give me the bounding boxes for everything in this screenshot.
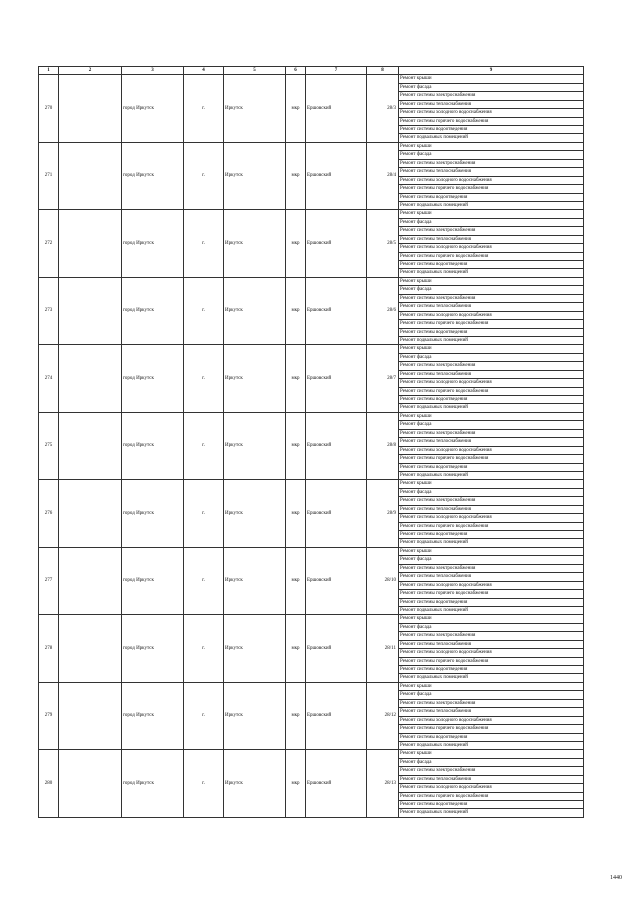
district-name-cell: Ершовский — [306, 547, 367, 615]
col-header-9: 9 — [399, 67, 584, 75]
work-type-cell: Ремонт системы теплоснабжения — [399, 640, 584, 648]
municipality-cell: город Иркутск — [122, 277, 184, 345]
work-type-cell: Ремонт системы холодного водоснабжения — [399, 446, 584, 454]
work-type-cell: Ремонт системы водоотведения — [399, 666, 584, 674]
table-row — [39, 615, 584, 623]
work-type-cell: Ремонт системы теплоснабжения — [399, 708, 584, 716]
work-type-cell: Ремонт системы водоотведения — [399, 328, 584, 336]
work-type-cell: Ремонт системы теплоснабжения — [399, 370, 584, 378]
settlement-name-cell: Иркутск — [224, 412, 286, 480]
work-type-cell: Ремонт крыши — [399, 480, 584, 488]
row-number-cell: 270 — [39, 75, 59, 143]
work-type-cell: Ремонт системы горячего водоснабжения — [399, 792, 584, 800]
work-type-cell: Ремонт крыши — [399, 547, 584, 555]
municipality-cell: город Иркутск — [122, 345, 184, 413]
table-row — [39, 345, 584, 353]
work-type-cell: Ремонт подвальных помещений — [399, 404, 584, 412]
row-number-cell: 271 — [39, 142, 59, 210]
work-type-cell: Ремонт крыши — [399, 75, 584, 83]
house-number-cell: 28/8 — [367, 412, 399, 480]
table-body — [39, 75, 584, 818]
work-type-cell: Ремонт системы теплоснабжения — [399, 303, 584, 311]
work-type-cell: Ремонт системы электроснабжения — [399, 699, 584, 707]
work-type-cell: Ремонт системы водоотведения — [399, 801, 584, 809]
work-type-cell: Ремонт системы электроснабжения — [399, 294, 584, 302]
district-type-cell: мкр — [286, 277, 306, 345]
municipality-cell: город Иркутск — [122, 412, 184, 480]
district-name-cell: Ершовский — [306, 615, 367, 683]
district-name-cell: Ершовский — [306, 75, 367, 143]
work-type-cell: Ремонт системы холодного водоснабжения — [399, 379, 584, 387]
work-type-cell: Ремонт системы теплоснабжения — [399, 505, 584, 513]
work-type-cell: Ремонт системы электроснабжения — [399, 159, 584, 167]
table-row — [39, 480, 584, 488]
house-number-cell: 28/10 — [367, 547, 399, 615]
work-type-cell: Ремонт крыши — [399, 750, 584, 758]
work-type-cell: Ремонт системы водоотведения — [399, 261, 584, 269]
settlement-type-cell: г. — [184, 682, 224, 750]
settlement-name-cell: Иркутск — [224, 277, 286, 345]
district-name-cell: Ершовский — [306, 682, 367, 750]
settlement-name-cell: Иркутск — [224, 480, 286, 548]
work-type-cell: Ремонт крыши — [399, 345, 584, 353]
table-row — [39, 142, 584, 150]
municipality-cell: город Иркутск — [122, 615, 184, 683]
empty-cell — [59, 547, 122, 615]
row-number-cell: 275 — [39, 412, 59, 480]
district-type-cell: мкр — [286, 345, 306, 413]
settlement-type-cell: г. — [184, 615, 224, 683]
municipality-cell: город Иркутск — [122, 750, 184, 818]
col-header-6: 6 — [286, 67, 306, 75]
row-number-cell: 272 — [39, 210, 59, 278]
municipality-cell: город Иркутск — [122, 210, 184, 278]
work-type-cell: Ремонт подвальных помещений — [399, 471, 584, 479]
settlement-name-cell: Иркутск — [224, 682, 286, 750]
work-type-cell: Ремонт крыши — [399, 682, 584, 690]
work-type-cell: Ремонт системы теплоснабжения — [399, 438, 584, 446]
work-type-cell: Ремонт подвальных помещений — [399, 809, 584, 817]
row-number-cell: 280 — [39, 750, 59, 818]
empty-cell — [59, 345, 122, 413]
work-type-cell: Ремонт системы горячего водоснабжения — [399, 387, 584, 395]
district-name-cell: Ершовский — [306, 750, 367, 818]
work-type-cell: Ремонт фасада — [399, 691, 584, 699]
district-name-cell: Ершовский — [306, 480, 367, 548]
house-number-cell: 28/5 — [367, 210, 399, 278]
settlement-name-cell: Иркутск — [224, 750, 286, 818]
work-type-cell: Ремонт фасада — [399, 758, 584, 766]
work-type-cell: Ремонт фасада — [399, 421, 584, 429]
empty-cell — [59, 210, 122, 278]
work-type-cell: Ремонт подвальных помещений — [399, 674, 584, 682]
work-type-cell: Ремонт подвальных помещений — [399, 539, 584, 547]
work-type-cell: Ремонт крыши — [399, 615, 584, 623]
house-number-cell: 28/4 — [367, 142, 399, 210]
work-type-cell: Ремонт фасада — [399, 556, 584, 564]
work-type-cell: Ремонт системы водоотведения — [399, 193, 584, 201]
work-type-cell: Ремонт крыши — [399, 142, 584, 150]
district-type-cell: мкр — [286, 412, 306, 480]
work-type-cell: Ремонт фасада — [399, 353, 584, 361]
work-type-cell: Ремонт системы электроснабжения — [399, 429, 584, 437]
house-number-cell: 28/3 — [367, 75, 399, 143]
row-number-cell: 278 — [39, 615, 59, 683]
empty-cell — [59, 412, 122, 480]
municipality-cell: город Иркутск — [122, 75, 184, 143]
work-type-cell: Ремонт системы горячего водоснабжения — [399, 117, 584, 125]
work-type-cell: Ремонт системы холодного водоснабжения — [399, 581, 584, 589]
settlement-name-cell: Иркутск — [224, 142, 286, 210]
work-type-cell: Ремонт крыши — [399, 277, 584, 285]
row-number-cell: 279 — [39, 682, 59, 750]
settlement-name-cell: Иркутск — [224, 615, 286, 683]
work-type-cell: Ремонт подвальных помещений — [399, 336, 584, 344]
work-type-cell: Ремонт системы холодного водоснабжения — [399, 176, 584, 184]
row-number-cell: 273 — [39, 277, 59, 345]
col-header-5: 5 — [224, 67, 286, 75]
settlement-name-cell: Иркутск — [224, 547, 286, 615]
work-type-cell: Ремонт системы горячего водоснабжения — [399, 590, 584, 598]
work-type-cell: Ремонт системы электроснабжения — [399, 362, 584, 370]
col-header-2: 2 — [59, 67, 122, 75]
municipality-cell: город Иркутск — [122, 682, 184, 750]
table-row — [39, 210, 584, 218]
work-type-cell: Ремонт системы горячего водоснабжения — [399, 522, 584, 530]
work-type-cell: Ремонт фасада — [399, 286, 584, 294]
work-type-cell: Ремонт системы теплоснабжения — [399, 775, 584, 783]
empty-cell — [59, 277, 122, 345]
work-type-cell: Ремонт крыши — [399, 210, 584, 218]
work-type-cell: Ремонт системы электроснабжения — [399, 92, 584, 100]
district-name-cell: Ершовский — [306, 142, 367, 210]
work-type-cell: Ремонт системы водоотведения — [399, 598, 584, 606]
district-type-cell: мкр — [286, 682, 306, 750]
work-type-cell: Ремонт системы электроснабжения — [399, 767, 584, 775]
col-header-4: 4 — [184, 67, 224, 75]
district-type-cell: мкр — [286, 210, 306, 278]
work-type-cell: Ремонт системы водоотведения — [399, 531, 584, 539]
settlement-type-cell: г. — [184, 75, 224, 143]
settlement-type-cell: г. — [184, 142, 224, 210]
empty-cell — [59, 142, 122, 210]
col-header-7: 7 — [306, 67, 367, 75]
settlement-type-cell: г. — [184, 547, 224, 615]
work-type-cell: Ремонт системы горячего водоснабжения — [399, 185, 584, 193]
work-type-cell: Ремонт системы горячего водоснабжения — [399, 657, 584, 665]
settlement-name-cell: Иркутск — [224, 75, 286, 143]
work-type-cell: Ремонт подвальных помещений — [399, 134, 584, 142]
empty-cell — [59, 682, 122, 750]
work-type-cell: Ремонт системы холодного водоснабжения — [399, 109, 584, 117]
work-type-cell: Ремонт фасада — [399, 623, 584, 631]
table-row — [39, 277, 584, 285]
district-type-cell: мкр — [286, 615, 306, 683]
settlement-type-cell: г. — [184, 480, 224, 548]
col-header-8: 8 — [367, 67, 399, 75]
settlement-name-cell: Иркутск — [224, 345, 286, 413]
work-type-cell: Ремонт подвальных помещений — [399, 201, 584, 209]
municipality-cell: город Иркутск — [122, 480, 184, 548]
work-type-cell: Ремонт системы горячего водоснабжения — [399, 455, 584, 463]
work-type-cell: Ремонт фасада — [399, 218, 584, 226]
settlement-type-cell: г. — [184, 412, 224, 480]
house-number-cell: 28/6 — [367, 277, 399, 345]
district-name-cell: Ершовский — [306, 210, 367, 278]
work-type-cell: Ремонт системы холодного водоснабжения — [399, 649, 584, 657]
work-type-cell: Ремонт системы электроснабжения — [399, 564, 584, 572]
row-number-cell: 276 — [39, 480, 59, 548]
municipality-cell: город Иркутск — [122, 547, 184, 615]
work-type-cell: Ремонт системы электроснабжения — [399, 497, 584, 505]
work-type-cell: Ремонт фасада — [399, 83, 584, 91]
repair-schedule-table — [38, 66, 584, 818]
table-row — [39, 412, 584, 420]
row-number-cell: 277 — [39, 547, 59, 615]
house-number-cell: 28/11 — [367, 615, 399, 683]
settlement-name-cell: Иркутск — [224, 210, 286, 278]
district-name-cell: Ершовский — [306, 277, 367, 345]
empty-cell — [59, 75, 122, 143]
work-type-cell: Ремонт системы холодного водоснабжения — [399, 784, 584, 792]
row-number-cell: 274 — [39, 345, 59, 413]
municipality-cell: город Иркутск — [122, 142, 184, 210]
work-type-cell: Ремонт системы холодного водоснабжения — [399, 244, 584, 252]
work-type-cell: Ремонт системы горячего водоснабжения — [399, 252, 584, 260]
work-type-cell: Ремонт системы водоотведения — [399, 126, 584, 134]
district-name-cell: Ершовский — [306, 345, 367, 413]
work-type-cell: Ремонт системы горячего водоснабжения — [399, 725, 584, 733]
settlement-type-cell: г. — [184, 345, 224, 413]
work-type-cell: Ремонт подвальных помещений — [399, 269, 584, 277]
district-type-cell: мкр — [286, 750, 306, 818]
work-type-cell: Ремонт системы теплоснабжения — [399, 100, 584, 108]
settlement-type-cell: г. — [184, 750, 224, 818]
house-number-cell: 28/9 — [367, 480, 399, 548]
work-type-cell: Ремонт фасада — [399, 151, 584, 159]
settlement-type-cell: г. — [184, 277, 224, 345]
work-type-cell: Ремонт крыши — [399, 412, 584, 420]
settlement-type-cell: г. — [184, 210, 224, 278]
table-row — [39, 75, 584, 83]
work-type-cell: Ремонт подвальных помещений — [399, 741, 584, 749]
work-type-cell: Ремонт системы водоотведения — [399, 396, 584, 404]
col-header-3: 3 — [122, 67, 184, 75]
work-type-cell: Ремонт системы теплоснабжения — [399, 235, 584, 243]
house-number-cell: 28/12 — [367, 682, 399, 750]
work-type-cell: Ремонт системы холодного водоснабжения — [399, 716, 584, 724]
district-type-cell: мкр — [286, 142, 306, 210]
work-type-cell: Ремонт системы теплоснабжения — [399, 168, 584, 176]
col-header-1: 1 — [39, 67, 59, 75]
empty-cell — [59, 615, 122, 683]
work-type-cell: Ремонт системы электроснабжения — [399, 227, 584, 235]
work-type-cell: Ремонт системы водоотведения — [399, 733, 584, 741]
work-type-cell: Ремонт системы водоотведения — [399, 463, 584, 471]
district-name-cell: Ершовский — [306, 412, 367, 480]
page-number: 1440 — [610, 875, 622, 881]
district-type-cell: мкр — [286, 480, 306, 548]
work-type-cell: Ремонт системы холодного водоснабжения — [399, 311, 584, 319]
work-type-cell: Ремонт системы электроснабжения — [399, 632, 584, 640]
work-type-cell: Ремонт системы теплоснабжения — [399, 573, 584, 581]
empty-cell — [59, 480, 122, 548]
table-row — [39, 547, 584, 555]
empty-cell — [59, 750, 122, 818]
district-type-cell: мкр — [286, 75, 306, 143]
header-row — [39, 67, 584, 75]
table-row — [39, 750, 584, 758]
work-type-cell: Ремонт подвальных помещений — [399, 606, 584, 614]
table-row — [39, 682, 584, 690]
work-type-cell: Ремонт фасада — [399, 488, 584, 496]
district-type-cell: мкр — [286, 547, 306, 615]
work-type-cell: Ремонт системы холодного водоснабжения — [399, 514, 584, 522]
house-number-cell: 28/13 — [367, 750, 399, 818]
house-number-cell: 28/7 — [367, 345, 399, 413]
work-type-cell: Ремонт системы горячего водоснабжения — [399, 320, 584, 328]
